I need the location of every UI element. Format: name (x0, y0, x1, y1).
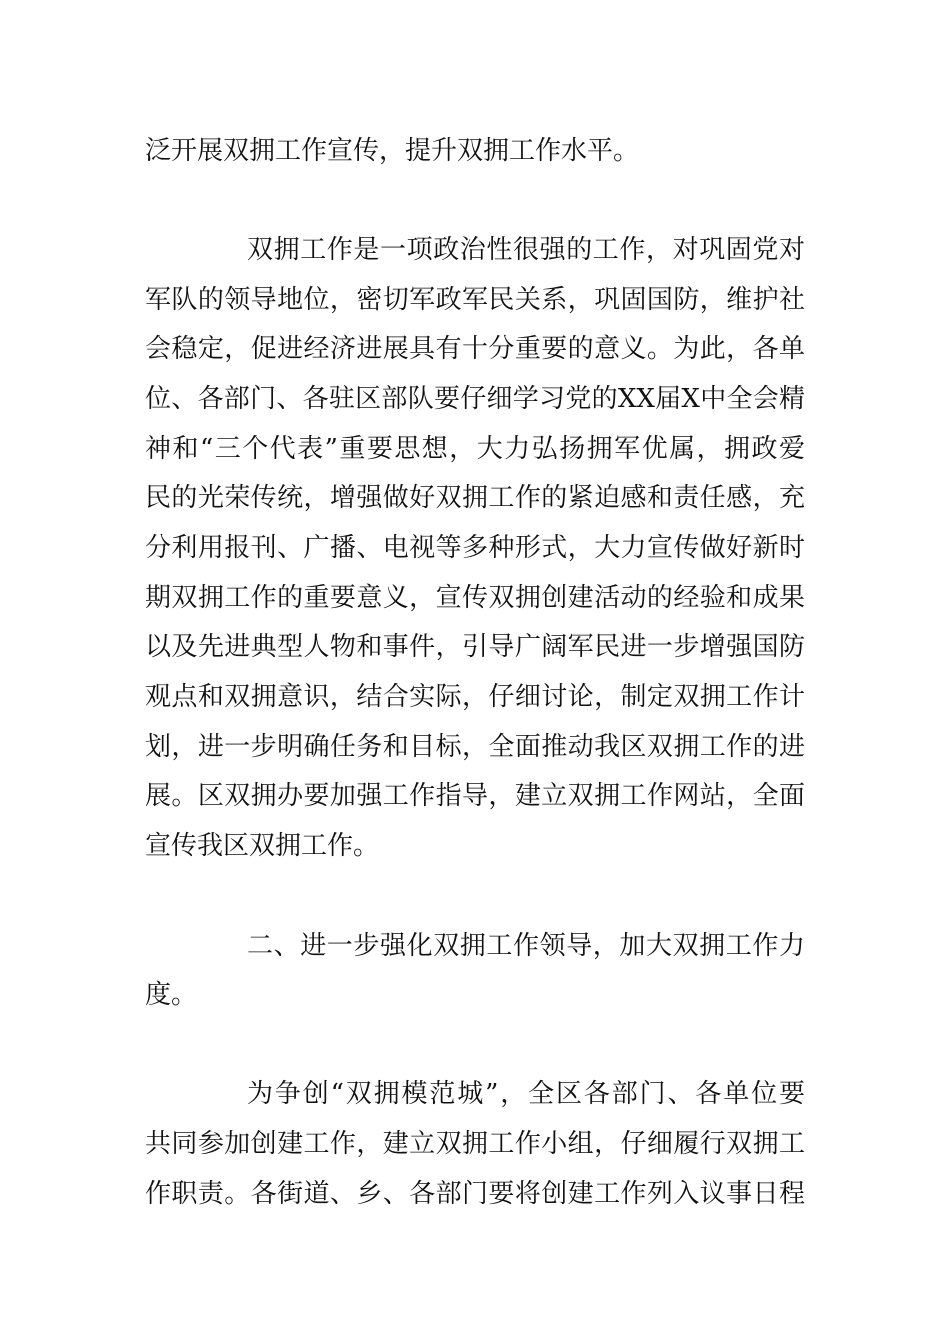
text-line: 展。区双拥办要加强工作指导，建立双拥工作网站，全面 (145, 781, 805, 811)
text-line: 宣传我区双拥工作。 (145, 831, 380, 861)
section-heading-line: 度。 (145, 980, 198, 1010)
text-line: 分利用报刊、广播、电视等多种形式，大力宣传做好新时 (145, 533, 805, 563)
text-line: 神和“三个代表”重要思想，大力弘扬拥军优属，拥政爱 (145, 434, 805, 464)
text-line: 以及先进典型人物和事件，引导广阔军民进一步增强国防 (145, 632, 805, 662)
text-line: 位、各部门、各驻区部队要仔细学习党的XX届X中全会精 (145, 384, 805, 414)
text-line: 双拥工作是一项政治性很强的工作，对巩固党对 (247, 235, 805, 265)
text-line: 期双拥工作的重要意义，宣传双拥创建活动的经验和成果 (145, 583, 805, 613)
text-line: 划，进一步明确任务和目标，全面推动我区双拥工作的进 (145, 732, 805, 762)
text-line: 为争创“双拥模范城”，全区各部门、各单位要 (247, 1079, 805, 1109)
text-line: 民的光荣传统，增强做好双拥工作的紧迫感和责任感，充 (145, 483, 805, 513)
text-line: 共同参加创建工作，建立双拥工作小组，仔细履行双拥工 (145, 1129, 805, 1159)
text-line: 观点和双拥意识，结合实际，仔细讨论，制定双拥工作计 (145, 682, 805, 712)
section-heading-line: 二、进一步强化双拥工作领导，加大双拥工作力 (247, 931, 805, 961)
text-line: 作职责。各街道、乡、各部门要将创建工作列入议事日程 (145, 1179, 805, 1209)
text-line: 会稳定，促进经济进展具有十分重要的意义。为此，各单 (145, 334, 805, 364)
text-line: 军队的领导地位，密切军政军民关系，巩固国防，维护社 (145, 285, 805, 315)
text-line: 泛开展双拥工作宣传，提升双拥工作水平。 (145, 136, 640, 166)
